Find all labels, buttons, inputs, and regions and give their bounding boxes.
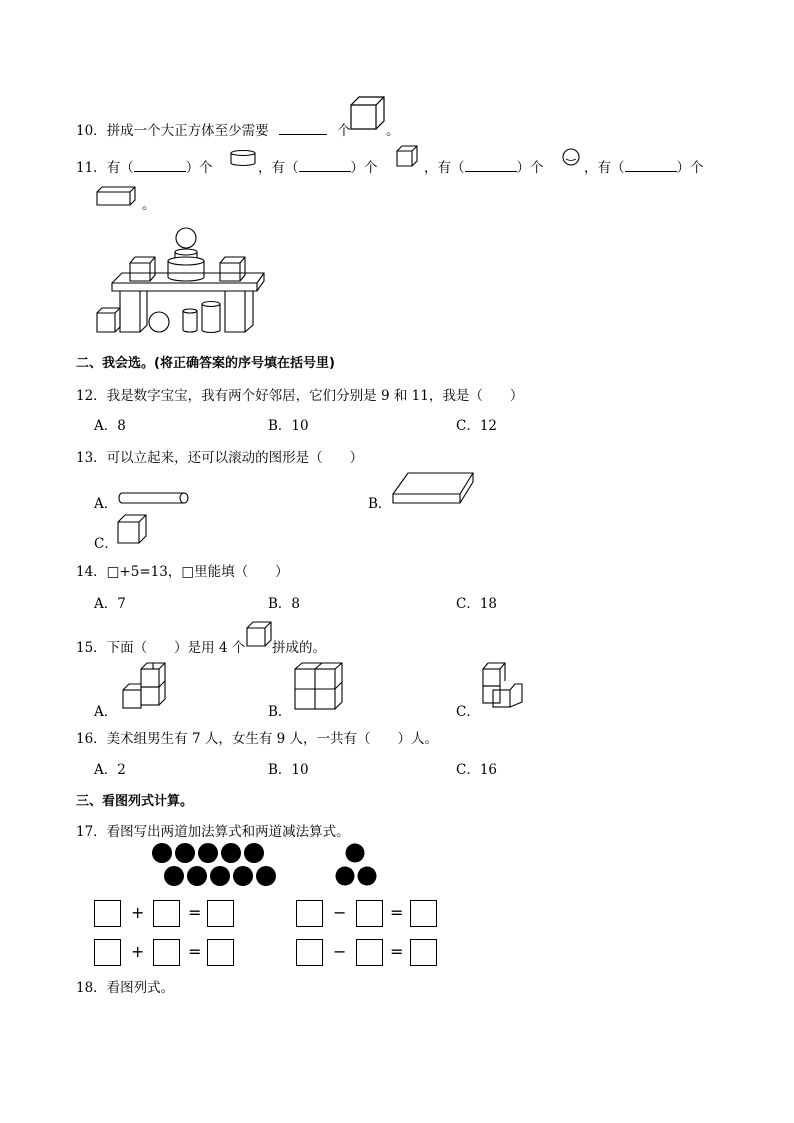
q11-label: 有（ xyxy=(106,160,134,176)
question-16: 16．美术组男生有 7 人，女生有 9 人，一共有（ ）人。 xyxy=(76,731,439,747)
q12-option-a[interactable]: A．8 xyxy=(94,418,126,434)
question-11-part4 xyxy=(584,156,704,176)
answer-box[interactable] xyxy=(356,900,383,927)
section-2-title: 二、我会选。(将正确答案的序号填在括号里) xyxy=(76,356,335,371)
q15-option-a[interactable]: A． xyxy=(94,704,118,720)
q15-option-b[interactable]: B． xyxy=(268,704,292,720)
q12-option-c[interactable]: C．12 xyxy=(456,418,498,434)
long-cylinder-icon xyxy=(118,492,190,504)
q11-label: ）个 xyxy=(516,160,544,176)
answer-box[interactable] xyxy=(207,939,234,966)
cube-icon xyxy=(246,621,272,647)
q11-blank-cylinder[interactable] xyxy=(134,157,186,172)
q13-option-b[interactable]: B． xyxy=(368,496,392,512)
question-11 xyxy=(76,156,213,176)
q11-label: 有（ xyxy=(597,160,625,176)
q11-end: 。 xyxy=(142,197,156,213)
question-11-part3 xyxy=(424,156,544,176)
q16-option-b[interactable]: B．10 xyxy=(268,762,309,778)
q16-option-c[interactable]: C．16 xyxy=(456,762,498,778)
flat-cuboid-icon xyxy=(392,472,474,504)
q11-label: ， xyxy=(258,160,272,176)
equals-sign: = xyxy=(390,903,404,922)
answer-box[interactable] xyxy=(153,900,180,927)
question-11-part2 xyxy=(258,156,378,176)
minus-sign: − xyxy=(333,942,347,961)
q10-end: 。 xyxy=(386,123,400,139)
q11-blank-cuboid[interactable] xyxy=(625,157,677,172)
answer-box[interactable] xyxy=(153,939,180,966)
cuboid-icon xyxy=(96,186,136,206)
cylinder-icon xyxy=(230,150,256,166)
q13-option-c[interactable]: C． xyxy=(94,536,118,552)
q11-blank-cube[interactable] xyxy=(299,157,351,172)
q11-label: ， xyxy=(584,160,598,176)
q10-number: 10． xyxy=(76,123,107,139)
four-cube-figure-a xyxy=(120,662,170,710)
q11-label: 有（ xyxy=(437,160,465,176)
small-cube-icon xyxy=(396,145,418,167)
block-tower-figure xyxy=(95,225,267,335)
question-18: 18．看图列式。 xyxy=(76,980,175,996)
equals-sign: = xyxy=(188,942,202,961)
q11-blank-sphere[interactable] xyxy=(465,157,517,172)
section-3-title: 三、看图列式计算。 xyxy=(76,794,194,809)
q14-option-c[interactable]: C．18 xyxy=(456,596,498,612)
q11-number: 11． xyxy=(76,160,107,176)
sphere-icon xyxy=(562,148,580,166)
cube-icon xyxy=(350,96,384,130)
equals-sign: = xyxy=(390,942,404,961)
plus-sign: + xyxy=(131,903,145,922)
q11-label: ）个 xyxy=(676,160,704,176)
answer-box[interactable] xyxy=(296,900,323,927)
q10-text: 拼成一个大正方体至少需要 xyxy=(106,123,269,139)
q15-option-c[interactable]: C． xyxy=(456,704,480,720)
q14-option-b[interactable]: B．8 xyxy=(268,596,301,612)
answer-box[interactable] xyxy=(207,900,234,927)
answer-box[interactable] xyxy=(356,939,383,966)
question-10 xyxy=(76,119,351,139)
q13-option-a[interactable]: A． xyxy=(94,496,118,512)
q10-unit: 个 xyxy=(337,123,351,139)
question-15: 15．下面（ ）是用 4 个 xyxy=(76,640,246,656)
answer-box[interactable] xyxy=(94,900,121,927)
q11-label: ， xyxy=(424,160,438,176)
answer-box[interactable] xyxy=(296,939,323,966)
q10-answer-blank[interactable] xyxy=(279,120,327,135)
dots-figure xyxy=(150,842,380,888)
equals-sign: = xyxy=(188,903,202,922)
question-15-end: 拼成的。 xyxy=(272,640,326,656)
four-cube-figure-b xyxy=(294,662,344,710)
question-13: 13．可以立起来，还可以滚动的图形是（ ） xyxy=(76,450,364,466)
question-17: 17．看图写出两道加法算式和两道减法算式。 xyxy=(76,824,350,840)
q16-option-a[interactable]: A．2 xyxy=(94,762,126,778)
answer-box[interactable] xyxy=(410,939,437,966)
answer-box[interactable] xyxy=(410,900,437,927)
q12-option-b[interactable]: B．10 xyxy=(268,418,309,434)
q11-label: ）个 xyxy=(350,160,378,176)
answer-box[interactable] xyxy=(94,939,121,966)
q14-option-a[interactable]: A．7 xyxy=(94,596,126,612)
question-14: 14．□+5=13，□里能填（ ） xyxy=(76,564,289,580)
cube-icon xyxy=(117,514,147,544)
minus-sign: − xyxy=(333,903,347,922)
four-cube-figure-c xyxy=(482,662,528,710)
plus-sign: + xyxy=(131,942,145,961)
q11-label: 有（ xyxy=(271,160,299,176)
q11-label: ）个 xyxy=(185,160,213,176)
question-12: 12．我是数字宝宝，我有两个好邻居，它们分别是 9 和 11，我是（ ） xyxy=(76,388,524,404)
